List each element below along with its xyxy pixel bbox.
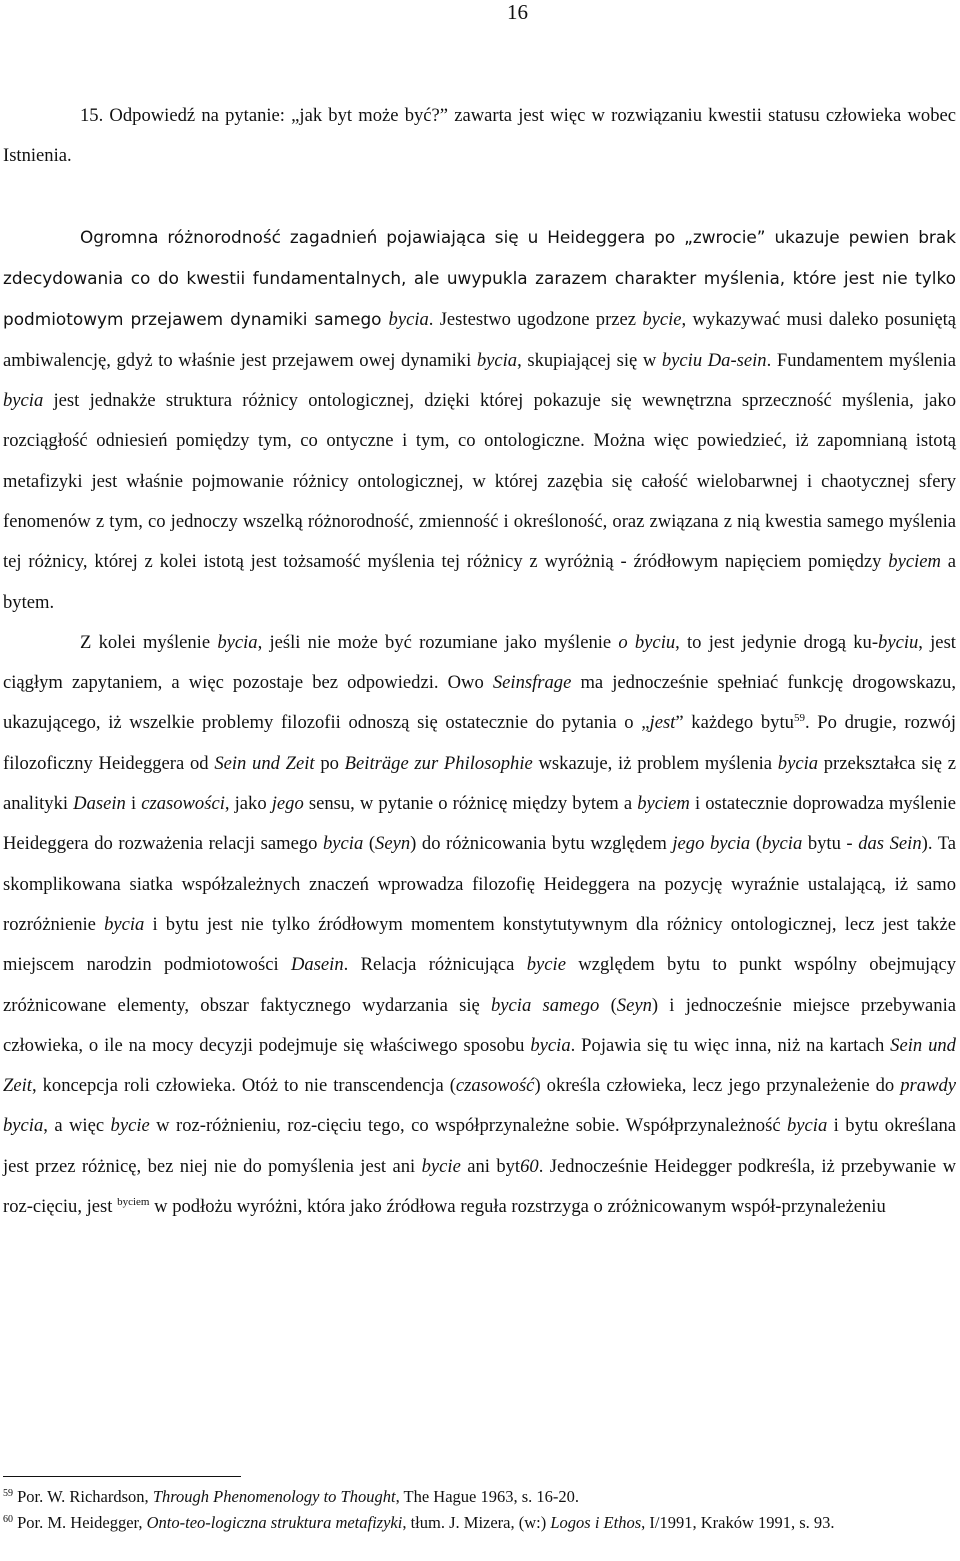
footnote-ref-60[interactable]: byciem (117, 1196, 150, 1209)
italic-title: Logos i Ethos (550, 1513, 642, 1532)
text-run: ) określa człowieka, lecz jego przynależenie do (534, 1075, 901, 1097)
text-run: i ostatecznie doprowadza myślenie Heideggera do rozważenia relacji samego (3, 793, 956, 855)
text-run: , skupiającej się w (517, 349, 662, 371)
text-run: w podłożu wyróżni, która jako źródłowa reguła rozstrzyga o zróżnicowanym współ-przynależeniu (149, 1196, 886, 1218)
italic-term: bycia (388, 309, 429, 331)
text-run: Ogromna różnorodność zagadnień pojawiająca się u Heideggera po „zwrocie” ukazuje pewien brak zdecydowania co do kwestii fundamentalnych, ale uwypukla zarazem charakter myślenia, które jest nie tylko podmiotowym przejawem dynamiki samego (3, 226, 956, 330)
text-run: przekształca się z analityki (3, 752, 956, 815)
italic-term: jego (271, 793, 304, 815)
text-run: Z kolei myślenie (80, 631, 218, 653)
italic-title: Onto-teo-logiczna struktura metafizyki (146, 1513, 403, 1532)
text-run: w roz-różnieniu, roz-cięciu tego, co współprzynależne sobie. Współprzynależność (149, 1115, 787, 1137)
italic-term: o byciu (618, 631, 676, 653)
italic-term: Seyn (375, 833, 411, 855)
text-run: wskazuje, iż problem myślenia (532, 752, 778, 774)
footnote-separator (3, 1476, 241, 1477)
italic-term: Dasein (290, 954, 344, 976)
italic-term: Dasein (73, 793, 126, 815)
text-run: ” każdego bytu (675, 712, 794, 734)
text-run: , jest ciągłym zapytaniem, a więc pozostaje bez odpowiedzi. Owo (3, 631, 956, 694)
text-run: ma jednocześnie spełniać funkcję drogowskazu, ukazującego, iż wszelkie problemy filozofii odnoszą się ostatecznie do pytania o „ (3, 672, 956, 734)
text-run: ). Ta skomplikowana siatka współzależnych znaczeń wprowadza filozofię Heideggera na pozycję wyraźnie ustalającą, iż samo rozróżnienie (3, 833, 957, 935)
text-run: , jeśli nie może być rozumiane jako myślenie (257, 631, 619, 653)
text-run: , to jest jedynie drogą ku- (675, 631, 879, 653)
paragraph-difference-ontological (3, 217, 956, 623)
italic-term: bycie (110, 1115, 150, 1137)
text-run: sensu, w pytanie o różnicę między bytem a (303, 793, 638, 815)
text-run: , jako (224, 793, 272, 815)
footnote-ref-59[interactable]: 59 (793, 712, 805, 725)
text-run: ) i jednocześnie miejsce przebywania człowieka, o ile na mocy decyzji podejmuje się właściwego sposobu (3, 994, 956, 1056)
text-run: ( (363, 833, 376, 855)
italic-term: prawdy bycia (3, 1075, 957, 1137)
italic-term: bycia (787, 1115, 828, 1137)
italic-term: bycia (530, 1034, 571, 1056)
italic-term: czasowość (455, 1075, 535, 1097)
text-run: i (125, 793, 142, 815)
italic-term: bycia (777, 752, 819, 774)
paragraph-conclusion-15 (3, 96, 956, 177)
italic-term: bycia (3, 390, 44, 412)
italic-term: jest (649, 712, 676, 734)
footnote-60 (3, 1512, 956, 1534)
text-run: Por. W. Richardson, (13, 1487, 153, 1506)
text-run: , koncepcja roli człowieka. Otóż to nie transcendencja ( (31, 1075, 456, 1097)
paragraph-gap (3, 177, 956, 217)
text-run: . Po drugie, rozwój filozoficzny Heideggera od (3, 712, 957, 774)
text-run: ( (750, 833, 762, 855)
italic-term: jego bycia (672, 833, 751, 855)
footnotes (3, 1486, 956, 1538)
text-run: i bytu określana jest przez różnicę, bez niej nie do pomyślenia jest ani (3, 1115, 956, 1177)
italic-term: bycia (761, 833, 803, 855)
text-run: . Jestestwo ugodzone przez (428, 309, 643, 331)
text-run: , a więc (43, 1115, 111, 1137)
text-run: względem bytu to punkt wspólny obejmujący zróżnicowane elementy, obszar faktycznego wydarzania się (3, 954, 956, 1016)
text-run: , wykazywać musi daleko posuniętą ambiwalencję, gdyż to właśnie jest przejawem owej dynamiki (3, 309, 957, 371)
italic-term: bycie (526, 954, 566, 976)
italic-term: 60 (520, 1155, 539, 1177)
text-run: . Relacja różnicująca (343, 954, 527, 976)
italic-term: Beiträge zur Philosophie (344, 752, 533, 774)
italic-term: czasowości (141, 793, 225, 815)
text-run: i bytu jest nie tylko źródłowym momentem konstytutywnym dla różnicy ontologicznej, lecz jest także miejscem narodzin podmiotowości (3, 913, 956, 976)
italic-title: Through Phenomenology to Thought (152, 1487, 396, 1506)
text-run: a bytem. (3, 551, 956, 613)
text-run: , The Hague 1963, s. 16-20. (395, 1487, 580, 1506)
italic-term: Seyn (616, 994, 652, 1016)
italic-term: Seinsfrage (492, 672, 572, 694)
paragraph-thinking-of-being (3, 623, 956, 1227)
italic-term: bycie (642, 309, 682, 331)
italic-term: byciem (637, 793, 690, 815)
footnote-number: 59 (3, 1488, 13, 1499)
text-run: , tłum. J. Mizera, (w:) (402, 1513, 551, 1532)
text-run: po (314, 752, 345, 774)
text-run: . Pojawia się tu więc inna, niż na kartach (570, 1034, 891, 1056)
body-text (3, 96, 956, 1227)
italic-term: bycia (104, 913, 145, 935)
text-run: . Fundamentem myślenia (766, 349, 956, 371)
page-number: 16 (507, 0, 528, 24)
italic-term: byciu (878, 631, 919, 653)
italic-term: byciem (888, 551, 941, 573)
text-run: 15. Odpowiedź na pytanie: „jak byt może być?” zawarta jest więc w rozwiązaniu kwestii statusu człowieka wobec Istnienia. (3, 105, 956, 167)
italic-term: Sein und Zeit (3, 1034, 956, 1097)
italic-term: byciu Da-sein (661, 349, 767, 371)
text-run: bytu - (802, 833, 859, 855)
text-run: Por. M. Heidegger, (13, 1513, 147, 1532)
text-run: , I/1991, Kraków 1991, s. 93. (641, 1513, 835, 1532)
italic-term: bycia (476, 349, 518, 371)
footnote-59 (3, 1486, 956, 1508)
italic-term: bycie (421, 1155, 461, 1177)
italic-term: bycia samego (491, 994, 600, 1016)
footnote-number: 60 (3, 1514, 13, 1525)
text-run: ani byt (460, 1155, 521, 1177)
italic-term: Sein und Zeit (214, 752, 315, 774)
italic-term: das Sein (858, 833, 922, 855)
text-run: ) do różnicowania bytu względem (410, 833, 673, 855)
text-run: . Jednocześnie Heidegger podkreśla, iż przebywanie w roz-cięciu, jest (3, 1155, 956, 1218)
text-run: jest jednakże struktura różnicy ontologicznej, dzięki której pokazuje się wewnętrzna sprzeczność myślenia, jako rozciągłość odniesień pomiędzy tym, co ontyczne i tym, co ontologiczne. Można więc powiedzieć, iż zapomnianą istotą metafizyki jest właśnie pojmowanie różnicy ontologicznej, w której zazębia się całość wielobarwnej i chaotycznej sfery fenomenów z tym, co jednoczy wszelką różnorodność, zmienność i określoność, oraz związana z nią kwestia samego myślenia tej różnicy, której z kolei istotą jest tożsamość myślenia tej różnicy z wyróżnią - źródłowym napięciem pomiędzy (3, 390, 956, 573)
italic-term: bycia (217, 631, 258, 653)
text-run: ( (599, 994, 617, 1016)
italic-term: bycia (323, 833, 364, 855)
